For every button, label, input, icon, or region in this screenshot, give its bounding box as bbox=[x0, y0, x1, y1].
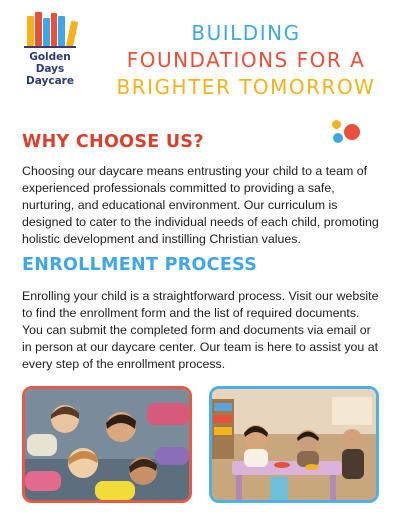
logo-text bbox=[14, 51, 86, 87]
books-logo-icon bbox=[24, 10, 76, 48]
logo-line-1: Golden Days bbox=[29, 51, 71, 75]
headline bbox=[100, 20, 392, 101]
why-heading: WHY CHOOSE US? bbox=[22, 132, 204, 152]
headline-line-2: FOUNDATIONS FOR A bbox=[126, 48, 366, 72]
decorative-dots-icon bbox=[330, 118, 366, 146]
headline-line-3: BRIGHTER TOMORROW bbox=[116, 75, 376, 99]
headline-line-1: BUILDING bbox=[191, 21, 301, 45]
enrollment-heading: ENROLLMENT PROCESS bbox=[22, 255, 258, 275]
children-at-table-photo bbox=[209, 386, 379, 503]
logo bbox=[14, 10, 86, 87]
children-lying-photo bbox=[22, 386, 192, 503]
logo-line-2: Daycare bbox=[26, 75, 74, 87]
enrollment-body: Enrolling your child is a straightforward process. Visit our website to find the enrollment form and the list of required documents. You can submit the completed form and documents via email or in person at our daycare center. Our team is here to assist you at every step of the enrollment process. bbox=[22, 289, 379, 371]
why-body: Choosing our daycare means entrusting your child to a team of experienced professionals committed to providing a safe, nurturing, and educational environment. Our curriculum is designed to cater to the individual needs of each child, promoting holistic development and instilling Christian values. bbox=[22, 164, 379, 246]
